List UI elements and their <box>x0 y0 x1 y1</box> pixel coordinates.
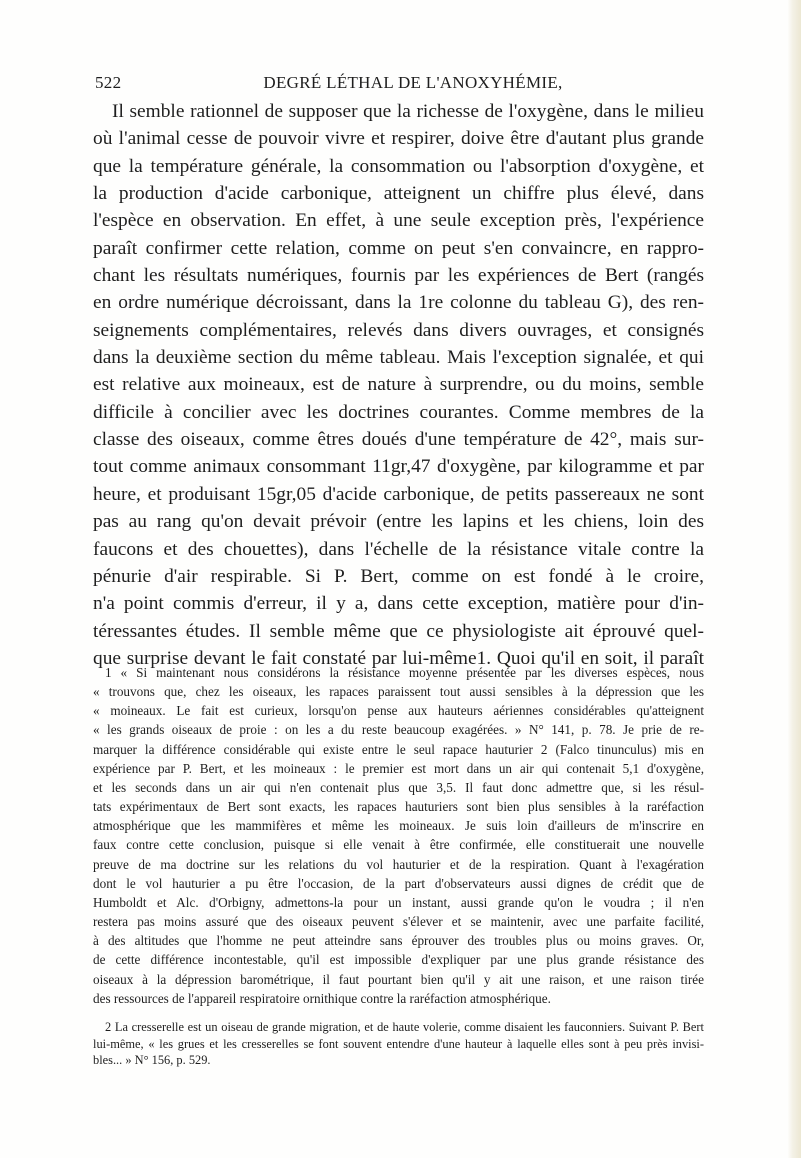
footnote-line: preuve de ma doctrine sur les relations du vol hauturier et de la respiration. Quant à l'exagération <box>93 856 704 872</box>
footnote-line: « trouvons que, chez les oiseaux, les rapaces paraissent tout aussi sensibles à la dépression que les <box>93 684 704 700</box>
running-header <box>95 73 703 95</box>
body-line: Il semble rationnel de supposer que la richesse de l'oxygène, dans le milieu <box>112 101 704 122</box>
footnote-line: de cette différence incontestable, qu'il est impossible d'expliquer par une plus grande résistance des <box>93 952 704 968</box>
footnote-1 <box>93 663 704 1008</box>
page-edge-shadow <box>787 0 801 1158</box>
body-line: que surprise devant le fait constaté par lui-même1. Quoi qu'il en soit, il paraît <box>93 647 704 669</box>
footnote-line: atmosphérique que les mammifères et même les moineaux. Je suis loin d'ailleurs de m'inscrire en <box>93 818 704 834</box>
body-line: faucons et des chouettes), dans l'échelle de la résistance vitale contre la <box>93 538 704 560</box>
footnote-line: des ressources de l'appareil respiratoire ornithique contre la raréfaction atmosphérique. <box>93 990 551 1006</box>
footnote-line: restera pas moins assuré que des oiseaux peuvent s'élever et se maintenir, avec une parfaite facilité, <box>93 914 704 930</box>
footnote-2 <box>93 1019 704 1069</box>
footnote-line: marquer la différence considérable qui existe entre le seul rapace hauturier 2 (Falco tinunculus) mis en <box>93 741 704 757</box>
body-line: en ordre numérique décroissant, dans la 1re colonne du tableau G), des ren- <box>93 292 704 314</box>
footnote-line: Humboldt et Alc. d'Orbigny, admettons-la pour un instant, aussi grande qu'on le voudra ; il n'en <box>93 894 704 910</box>
page-number: 522 <box>95 73 122 92</box>
body-line: classe des oiseaux, comme êtres doués d'une température de 42°, mais sur- <box>93 429 704 451</box>
footnote-line: tats expérimentaux de Bert sont exacts, les rapaces hauturiers sont bien plus sensibles à la raréfaction <box>93 799 704 815</box>
body-line: seignements complémentaires, relevés dans divers ouvrages, et consignés <box>93 319 704 341</box>
body-line: paraît confirmer cette relation, comme on peut s'en convaincre, en rappro- <box>93 237 704 259</box>
main-paragraph <box>93 98 704 672</box>
footnote-line: lui-même, « les grues et les cresserelles se font souvent entendre d'une hauteur à laquelle elles sont à peu près invisi- <box>93 1036 704 1051</box>
body-line: que la température générale, la consommation ou l'absorption d'oxygène, et <box>93 155 704 177</box>
running-title: DEGRÉ LÉTHAL DE L'ANOXYHÉMIE, <box>263 73 563 92</box>
body-line: où l'animal cesse de pouvoir vivre et respirer, doive être d'autant plus grande <box>93 128 704 150</box>
footnote-line: 1 « Si maintenant nous considérons la résistance moyenne présentée par les diverses espèces, nous <box>105 665 704 680</box>
footnote-line: 2 La cresserelle est un oiseau de grande migration, et de haute volerie, comme disaient les fauconniers. Suivant P. Bert <box>105 1019 704 1034</box>
body-line: la production d'acide carbonique, atteignent un chiffre plus élevé, dans <box>93 183 704 205</box>
footnote-line: oiseaux à la dépression barométrique, il faut pourtant bien qu'il y ait une raison, et une raison tirée <box>93 971 704 987</box>
body-line: l'espèce en observation. En effet, à une seule exception près, l'expérience <box>93 210 704 232</box>
body-line: dans la deuxième section du même tableau. Mais l'exception signalée, et qui <box>93 347 704 369</box>
footnote-line: faux contre cette conclusion, puisque si elle venait à être confirmée, elle constituerait une nouvelle <box>93 837 704 853</box>
body-line: heure, et produisant 15gr,05 d'acide carbonique, de petits passereaux ne sont <box>93 483 704 505</box>
footnote-line: dont le vol hauturier a pu être l'occasion, de la part d'observateurs aussi dignes de crédit que de <box>93 875 704 891</box>
footnote-line: et les seconds dans un air qui n'en contenait plus que 3,5. Il faut donc admettre que, si les résul- <box>93 779 704 795</box>
body-line: chant les résultats numériques, fournis par les expériences de Bert (rangés <box>93 265 704 287</box>
body-line: téressantes études. Il semble même que ce physiologiste ait éprouvé quel- <box>93 620 704 642</box>
footnote-line: à des altitudes que l'homme ne peut atteindre sans éprouver des troubles plus ou moins graves. Or, <box>93 933 704 949</box>
footnote-line: « moineaux. Le fait est curieux, lorsqu'on pense aux hauteurs aériennes considérables qu'atteignent <box>93 703 704 719</box>
body-line: tout comme animaux consommant 11gr,47 d'oxygène, par kilogramme et par <box>93 456 704 478</box>
footnote-line: « les grands oiseaux de proie : on les a du reste beaucoup exagérées. » N° 141, p. 78. Je prie de re- <box>93 722 704 738</box>
body-line: n'a point commis d'erreur, il y a, dans cette exception, matière pour d'in- <box>93 593 704 615</box>
footnote-line: expérience par P. Bert, et les moineaux : le premier est mort dans un air qui contenait 5,1 d'oxygène, <box>93 760 704 776</box>
body-line: est relative aux moineaux, est de nature à surprendre, ou du moins, semble <box>93 374 704 396</box>
footnote-line: bles... » N° 156, p. 529. <box>93 1053 211 1068</box>
footnotes <box>93 663 704 1069</box>
body-line: pas au rang qu'on devait prévoir (entre les lapins et les chiens, loin des <box>93 511 704 533</box>
body-line: pénurie d'air respirable. Si P. Bert, comme on est fondé à le croire, <box>93 565 704 587</box>
body-line: difficile à concilier avec les doctrines courantes. Comme membres de la <box>93 401 704 423</box>
